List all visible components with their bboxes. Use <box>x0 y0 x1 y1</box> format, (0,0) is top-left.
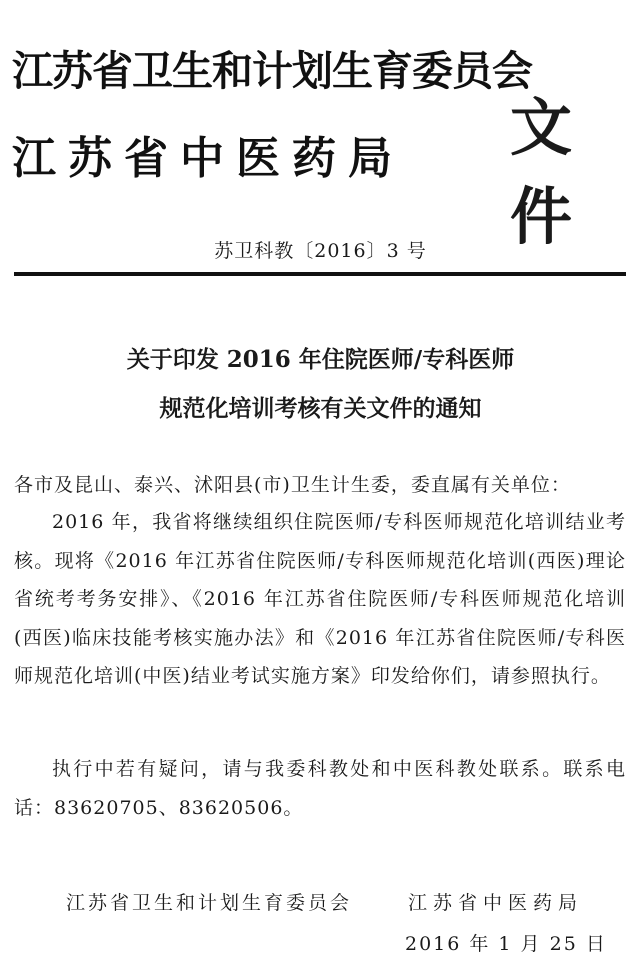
issuing-org-1: 江苏省卫生和计划生育委员会 <box>12 47 532 95</box>
header-divider <box>14 272 626 276</box>
signature-date: 2016 年 1 月 25 日 <box>405 933 607 955</box>
issuing-org-2: 江苏省中医药局 <box>12 133 404 184</box>
salutation: 各市及昆山、泰兴、沭阳县(市)卫生计生委，委直属有关单位： <box>14 474 571 496</box>
signature-org-1: 江苏省卫生和计划生育委员会 <box>66 892 353 914</box>
document-number: 苏卫科教〔2016〕3 号 <box>214 240 427 262</box>
body-paragraph-1: 2016 年，我省将继续组织住院医师/专科医师规范化培训结业考核。现将《2016 年江苏省住院医师/专科医师规范化培训(西医)理论省统考考务安排》、《2016 年江苏省住院医师/专科医师规范化培训(西医)临床技能考核实施办法》和《2016 年江苏省住院医师/专科医师规范化培训(中医)结业考试实施方案》印发给你们，请参照执行。 <box>14 511 626 687</box>
notice-title-line-2: 规范化培训考核有关文件的通知 <box>159 395 482 422</box>
document-type-label: 文件 <box>510 91 573 253</box>
notice-title-line-1: 关于印发 2016 年住院医师/专科医师 <box>126 346 515 373</box>
signature-org-2: 江苏省中医药局 <box>408 892 584 914</box>
body-paragraph-2: 执行中若有疑问，请与我委科教处和中医科教处联系。联系电话：83620705、83620506。 <box>14 758 626 819</box>
